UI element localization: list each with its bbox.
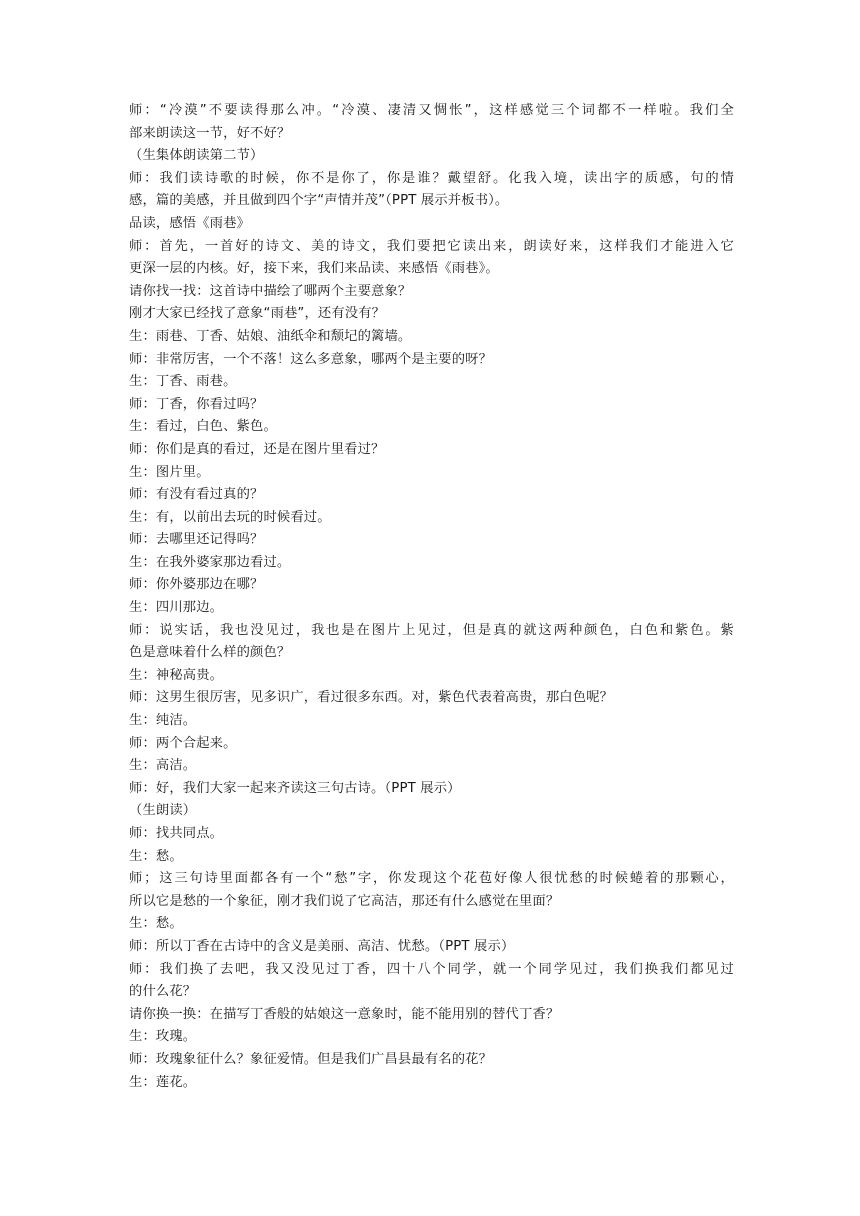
text-line: 生：高洁。 — [129, 758, 197, 774]
text-line: 师：丁香，你看过吗？ — [129, 396, 264, 412]
text-line: 感，篇的美感，并且做到四个字“声情并茂”（PPT 展示并板书）。 — [129, 193, 509, 209]
text-line: 师：玫瑰象征什么？象征爱情。但是我们广昌县最有名的花？ — [129, 1051, 493, 1067]
text-line: 师：有没有看过真的？ — [129, 487, 264, 503]
text-line: 师：你们是真的看过，还是在图片里看过？ — [129, 441, 385, 457]
text-line: 请你换一换：在描写丁香般的姑娘这一意象时，能不能用别的替代丁香？ — [129, 1006, 560, 1022]
text-line: 生：看过，白色、紫色。 — [129, 419, 277, 435]
text-line: 色是意味着什么样的颜色？ — [129, 645, 291, 661]
text-line: 师；这三句诗里面都各有一个“愁”字，你发现这个花苞好像人很忧愁的时候蜷着的那颗心， — [129, 871, 734, 887]
text-line: 的什么花？ — [129, 984, 197, 1000]
text-line: 师：我们读诗歌的时候，你不是你了，你是谁？戴望舒。化我入境，读出字的质感，句的情 — [129, 170, 734, 186]
text-line: 生：有，以前出去玩的时候看过。 — [129, 509, 331, 525]
text-line: 请你找一找：这首诗中描绘了哪两个主要意象？ — [129, 283, 412, 299]
text-line: 生：丁香、雨巷。 — [129, 374, 237, 390]
text-line: 生：玫瑰。 — [129, 1029, 197, 1045]
text-line: 生：在我外婆家那边看过。 — [129, 554, 291, 570]
text-line: 刚才大家已经找了意象“雨巷”，还有没有？ — [129, 306, 386, 322]
text-line: 所以它是愁的一个象征，刚才我们说了它高洁，那还有什么感觉在里面？ — [129, 893, 560, 909]
text-line: 生：愁。 — [129, 916, 183, 932]
text-line: 师：我们换了去吧，我又没见过丁香，四十八个同学，就一个同学见过，我们换我们都见过 — [129, 961, 734, 977]
text-line: 师：这男生很厉害，见多识广，看过很多东西。对，紫色代表着高贵，那白色呢？ — [129, 690, 614, 706]
text-line: 师：找共同点。 — [129, 826, 224, 841]
document-body — [129, 100, 734, 1094]
text-line: 师：所以丁香在古诗中的含义是美丽、高洁、忧愁。（PPT 展示） — [129, 938, 515, 954]
section-heading: 品读，感悟《雨巷》 — [129, 215, 251, 231]
text-line: 师：“冷漠”不要读得那么冲。“冷漠、凄清又惆怅”，这样感觉三个词都不一样啦。我们全 — [129, 103, 734, 118]
text-line: 部来朗读这一节，好不好？ — [129, 125, 291, 141]
text-line: 师：非常厉害，一个不落！这么多意象，哪两个是主要的呀？ — [129, 351, 493, 367]
text-line: 师：好，我们大家一起来齐读这三句古诗。（PPT 展示） — [129, 780, 461, 796]
text-line: （生朗读） — [129, 803, 197, 819]
text-line: 师：去哪里还记得吗？ — [129, 532, 264, 548]
text-line: 生：图片里。 — [129, 464, 210, 480]
text-line: 生：莲花。 — [129, 1074, 197, 1090]
text-line: （生集体朗读第二节） — [129, 148, 264, 164]
text-line: 更深一层的内核。好，接下来，我们来品读、来感悟《雨巷》。 — [129, 261, 499, 277]
text-line: 师：说实话，我也没见过，我也是在图片上见过，但是真的就这两种颜色，白色和紫色。紫 — [129, 622, 734, 638]
text-line: 师：两个合起来。 — [129, 735, 237, 751]
text-line: 师：你外婆那边在哪？ — [129, 577, 264, 593]
text-line: 师：首先，一首好的诗文、美的诗文，我们要把它读出来，朗读好来，这样我们才能进入它 — [129, 238, 734, 254]
text-line: 生：纯洁。 — [129, 713, 197, 729]
text-line: 生：四川那边。 — [129, 600, 224, 616]
text-line: 生：神秘高贵。 — [129, 667, 224, 683]
text-line: 生：雨巷、丁香、姑娘、油纸伞和颓圮的篱墙。 — [129, 328, 412, 344]
text-line: 生：愁。 — [129, 848, 183, 864]
